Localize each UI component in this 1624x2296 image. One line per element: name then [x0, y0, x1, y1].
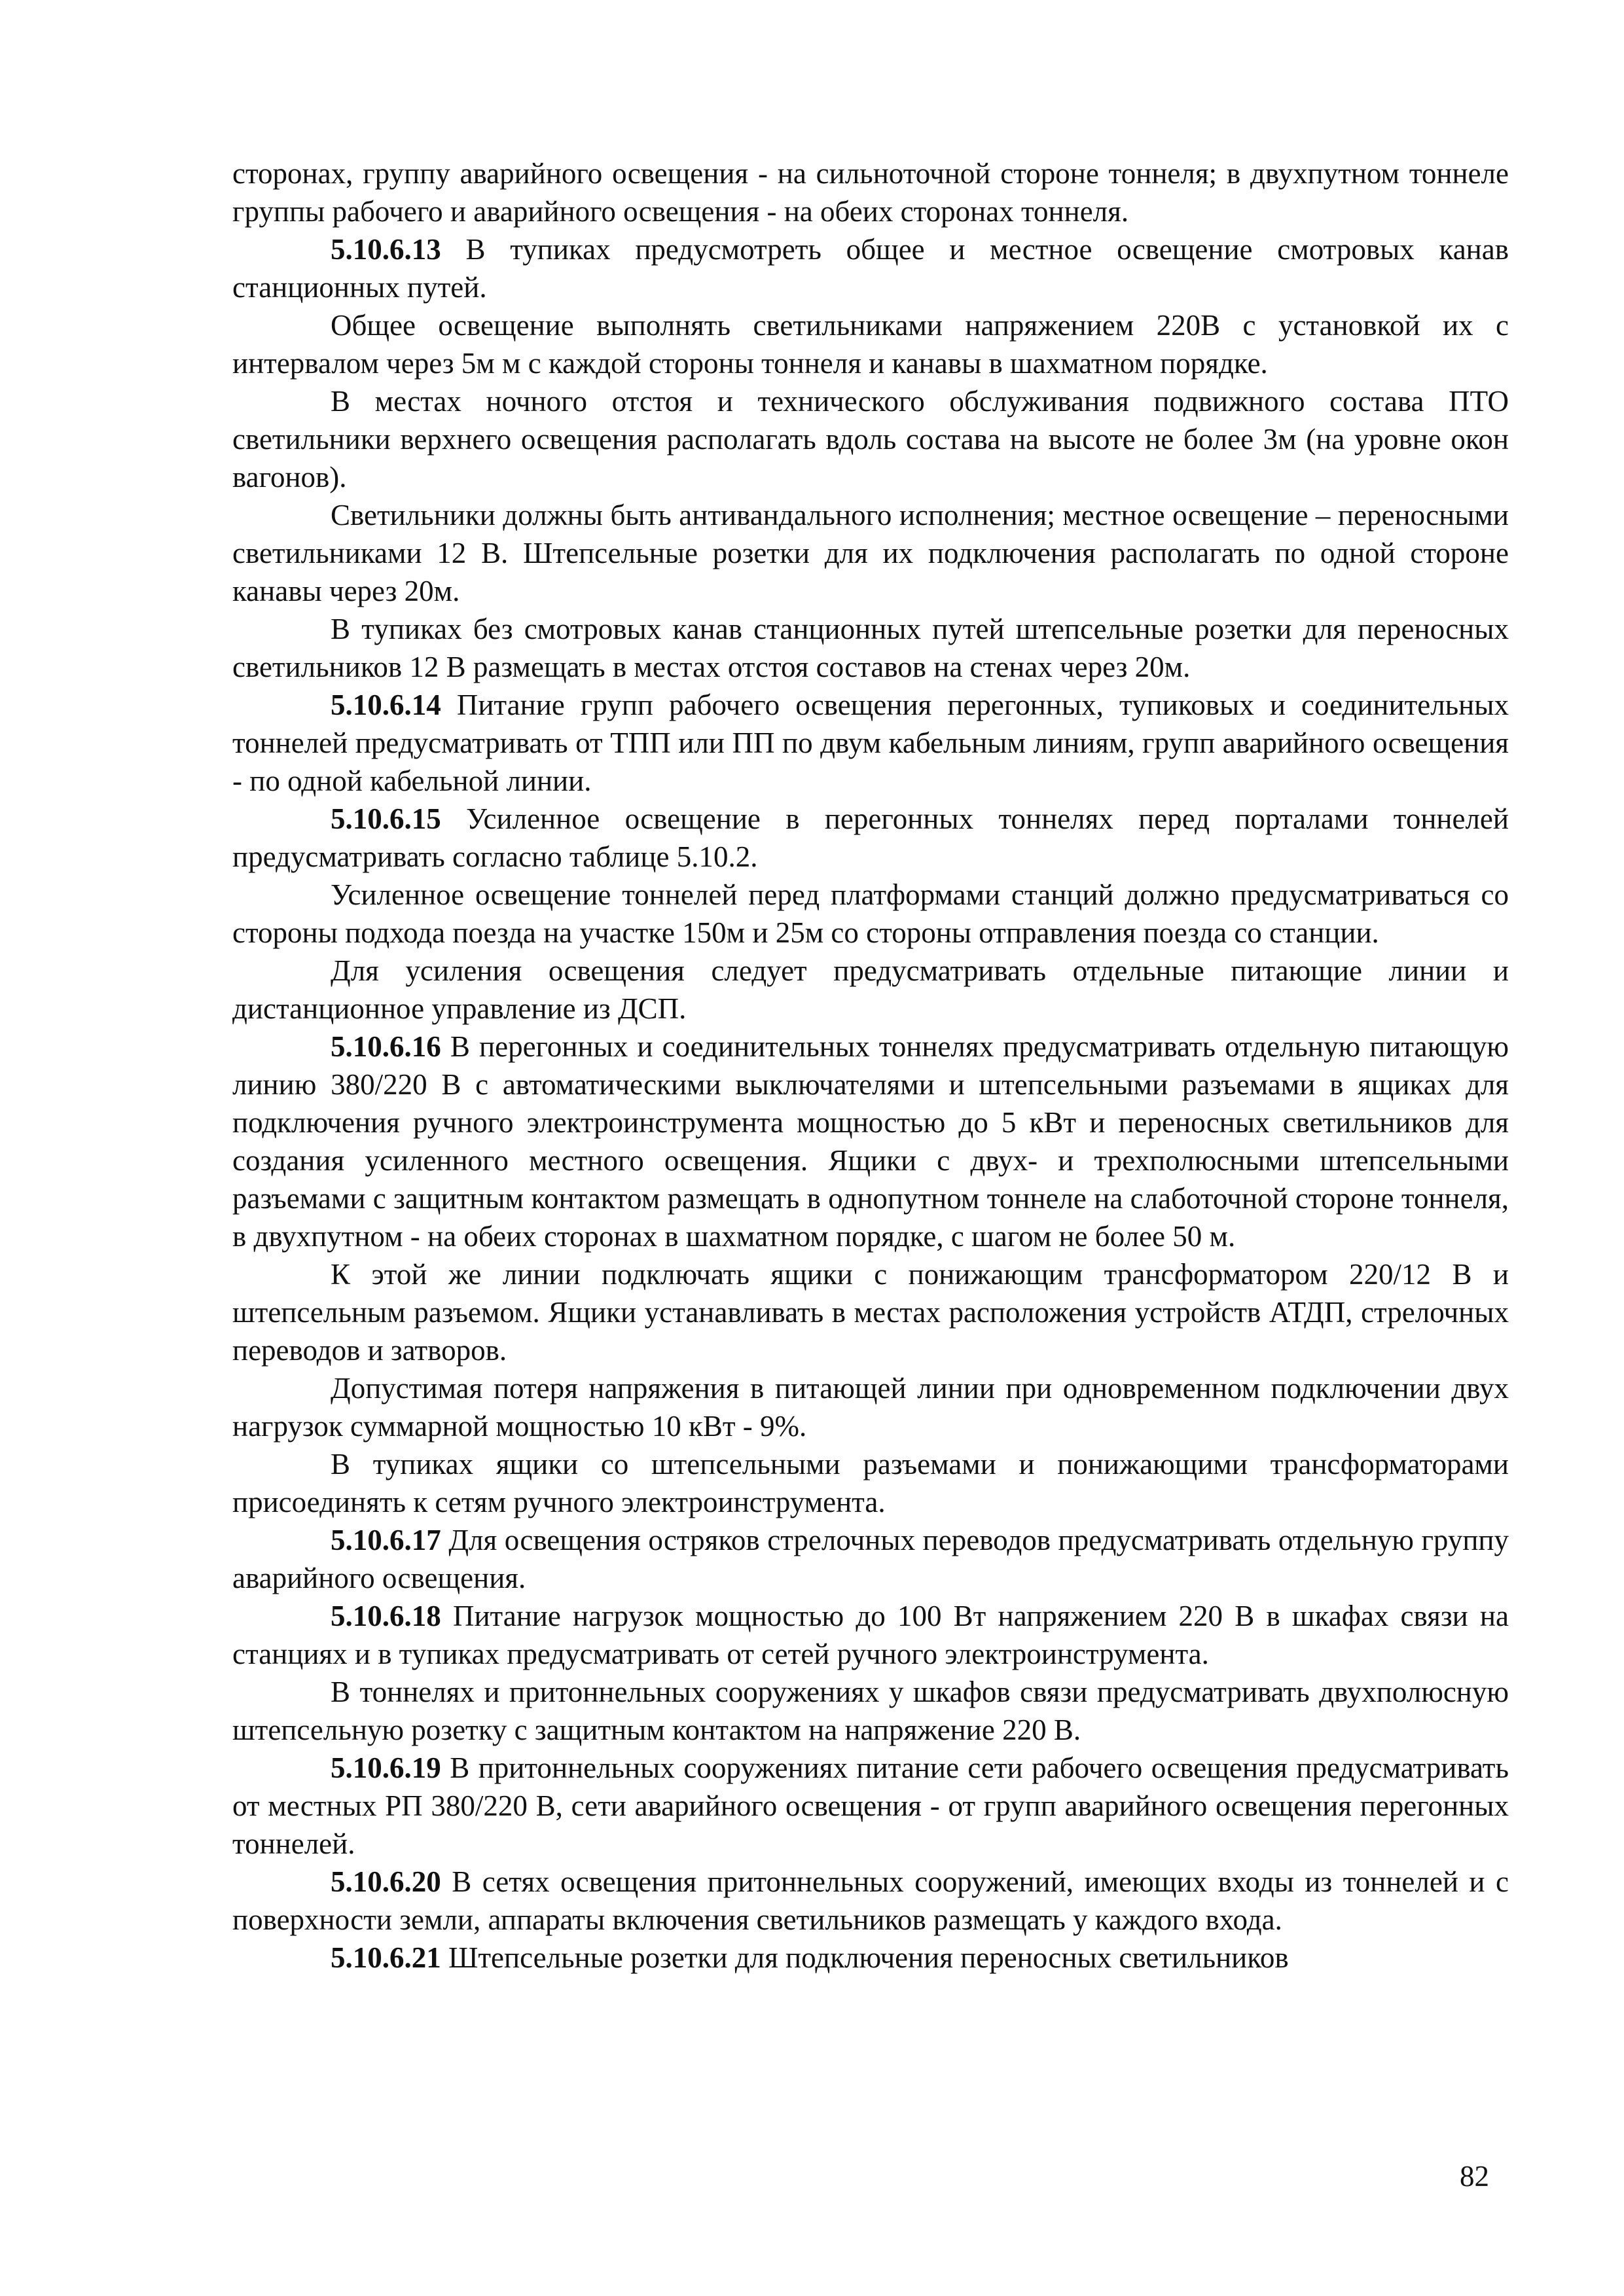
clause-number: 5.10.6.13: [331, 233, 441, 266]
paragraph-text: К этой же линии подключать ящики с понижающим трансформатором 220/12 В и штепсельным разъемом. Ящики устанавливать в местах расположения устройств АТДП, стрелочных переводов и затворов.: [232, 1258, 1509, 1367]
clause-number: 5.10.6.14: [331, 689, 441, 721]
paragraph-text: Штепсельные розетки для подключения переносных светильников: [441, 1941, 1289, 1974]
paragraph-text: В сетях освещения притоннельных сооружений, имеющих входы из тоннелей и с поверхности земли, аппараты включения светильников размещать у каждого входа.: [232, 1865, 1509, 1936]
clause-number: 5.10.6.17: [331, 1524, 441, 1556]
paragraph-20: [232, 1939, 1509, 1977]
paragraph-16: [232, 1597, 1509, 1673]
paragraph-7: [232, 686, 1509, 800]
paragraph-text: Общее освещение выполнять светильниками напряжением 220В с установкой их с интервалом через 5м м с каждой стороны тоннеля и канавы в шахматном порядке.: [232, 309, 1509, 380]
paragraph-text: В тупиках без смотровых канав станционных путей штепсельные розетки для переносных светильников 12 В размещать в местах отстоя составов на стенах через 20м.: [232, 613, 1509, 683]
clause-number: 5.10.6.18: [331, 1600, 441, 1632]
paragraph-11: [232, 1028, 1509, 1255]
paragraph-text: Питание нагрузок мощностью до 100 Вт напряжением 220 В в шкафах связи на станциях и в тупиках предусматривать от сетей ручного электроинструмента.: [232, 1600, 1509, 1670]
paragraph-18: [232, 1749, 1509, 1863]
paragraph-text: Усиленное освещение тоннелей перед платформами станций должно предусматриваться со стороны подхода поезда на участке 150м и 25м со стороны отправления поезда со станции.: [232, 878, 1509, 949]
paragraph-2: [232, 230, 1509, 306]
paragraph-text: сторонах, группу аварийного освещения - на сильноточной стороне тоннеля; в двухпутном тоннеле группы рабочего и аварийного освещения - на обеих сторонах тоннеля.: [232, 157, 1509, 228]
clause-number: 5.10.6.15: [331, 802, 441, 835]
paragraph-14: [232, 1445, 1509, 1521]
clause-number: 5.10.6.19: [331, 1751, 441, 1784]
paragraph-6: [232, 610, 1509, 686]
paragraph-text: Для усиления освещения следует предусматривать отдельные питающие линии и дистанционное управление из ДСП.: [232, 954, 1509, 1025]
clause-number: 5.10.6.20: [331, 1865, 441, 1898]
document-body: [232, 154, 1509, 1977]
paragraph-text: Светильники должны быть антивандального исполнения; местное освещение – переносными светильниками 12 В. Штепсельные розетки для их подключения располагать по одной стороне канавы через 20м.: [232, 499, 1509, 607]
paragraph-10: [232, 952, 1509, 1028]
paragraph-12: [232, 1255, 1509, 1369]
paragraph-5: [232, 496, 1509, 610]
paragraph-13: [232, 1369, 1509, 1445]
paragraph-text: В перегонных и соединительных тоннелях предусматривать отдельную питающую линию 380/220 В с автоматическими выключателями и штепсельными разъемами в ящиках для подключения ручного электроинструмента мощностью до 5 кВт и переносных светильников для создания усиленного местного освещения. Ящики с двух- и трехполюсными штепсельными разъемами с защитным контактом размещать в однопутном тоннеле на слаботочной стороне тоннеля, в двухпутном - на обеих сторонах в шахматном порядке, с шагом не более 50 м.: [232, 1030, 1509, 1253]
paragraph-text: Усиленное освещение в перегонных тоннелях перед порталами тоннелей предусматривать согласно таблице 5.10.2.: [232, 802, 1509, 873]
paragraph-1: [232, 154, 1509, 230]
paragraph-9: [232, 876, 1509, 952]
paragraph-15: [232, 1521, 1509, 1597]
paragraph-4: [232, 382, 1509, 496]
paragraph-text: Питание групп рабочего освещения перегонных, тупиковых и соединительных тоннелей предусматривать от ТПП или ПП по двум кабельным линиям, групп аварийного освещения - по одной кабельной линии.: [232, 689, 1509, 797]
paragraph-8: [232, 800, 1509, 876]
paragraph-text: В тупиках ящики со штепсельными разъемами и понижающими трансформаторами присоединять к сетям ручного электроинструмента.: [232, 1448, 1509, 1518]
paragraph-17: [232, 1673, 1509, 1749]
paragraph-text: В притоннельных сооружениях питание сети рабочего освещения предусматривать от местных РП 380/220 В, сети аварийного освещения - от групп аварийного освещения перегонных тоннелей.: [232, 1751, 1509, 1860]
page-number: 82: [1460, 2160, 1489, 2193]
paragraph-text: Допустимая потеря напряжения в питающей линии при одновременном подключении двух нагрузок суммарной мощностью 10 кВт - 9%.: [232, 1372, 1509, 1443]
clause-number: 5.10.6.16: [331, 1030, 441, 1063]
paragraph-text: Для освещения остряков стрелочных переводов предусматривать отдельную группу аварийного освещения.: [232, 1524, 1509, 1594]
paragraph-3: [232, 306, 1509, 382]
paragraph-text: В тоннелях и притоннельных сооружениях у шкафов связи предусматривать двухполюсную штепсельную розетку с защитным контактом на напряжение 220 В.: [232, 1676, 1509, 1746]
paragraph-text: В местах ночного отстоя и технического обслуживания подвижного состава ПТО светильники верхнего освещения располагать вдоль состава на высоте не более 3м (на уровне окон вагонов).: [232, 385, 1509, 493]
paragraph-text: В тупиках предусмотреть общее и местное освещение смотровых канав станционных путей.: [232, 233, 1509, 304]
clause-number: 5.10.6.21: [331, 1941, 441, 1974]
paragraph-19: [232, 1863, 1509, 1939]
